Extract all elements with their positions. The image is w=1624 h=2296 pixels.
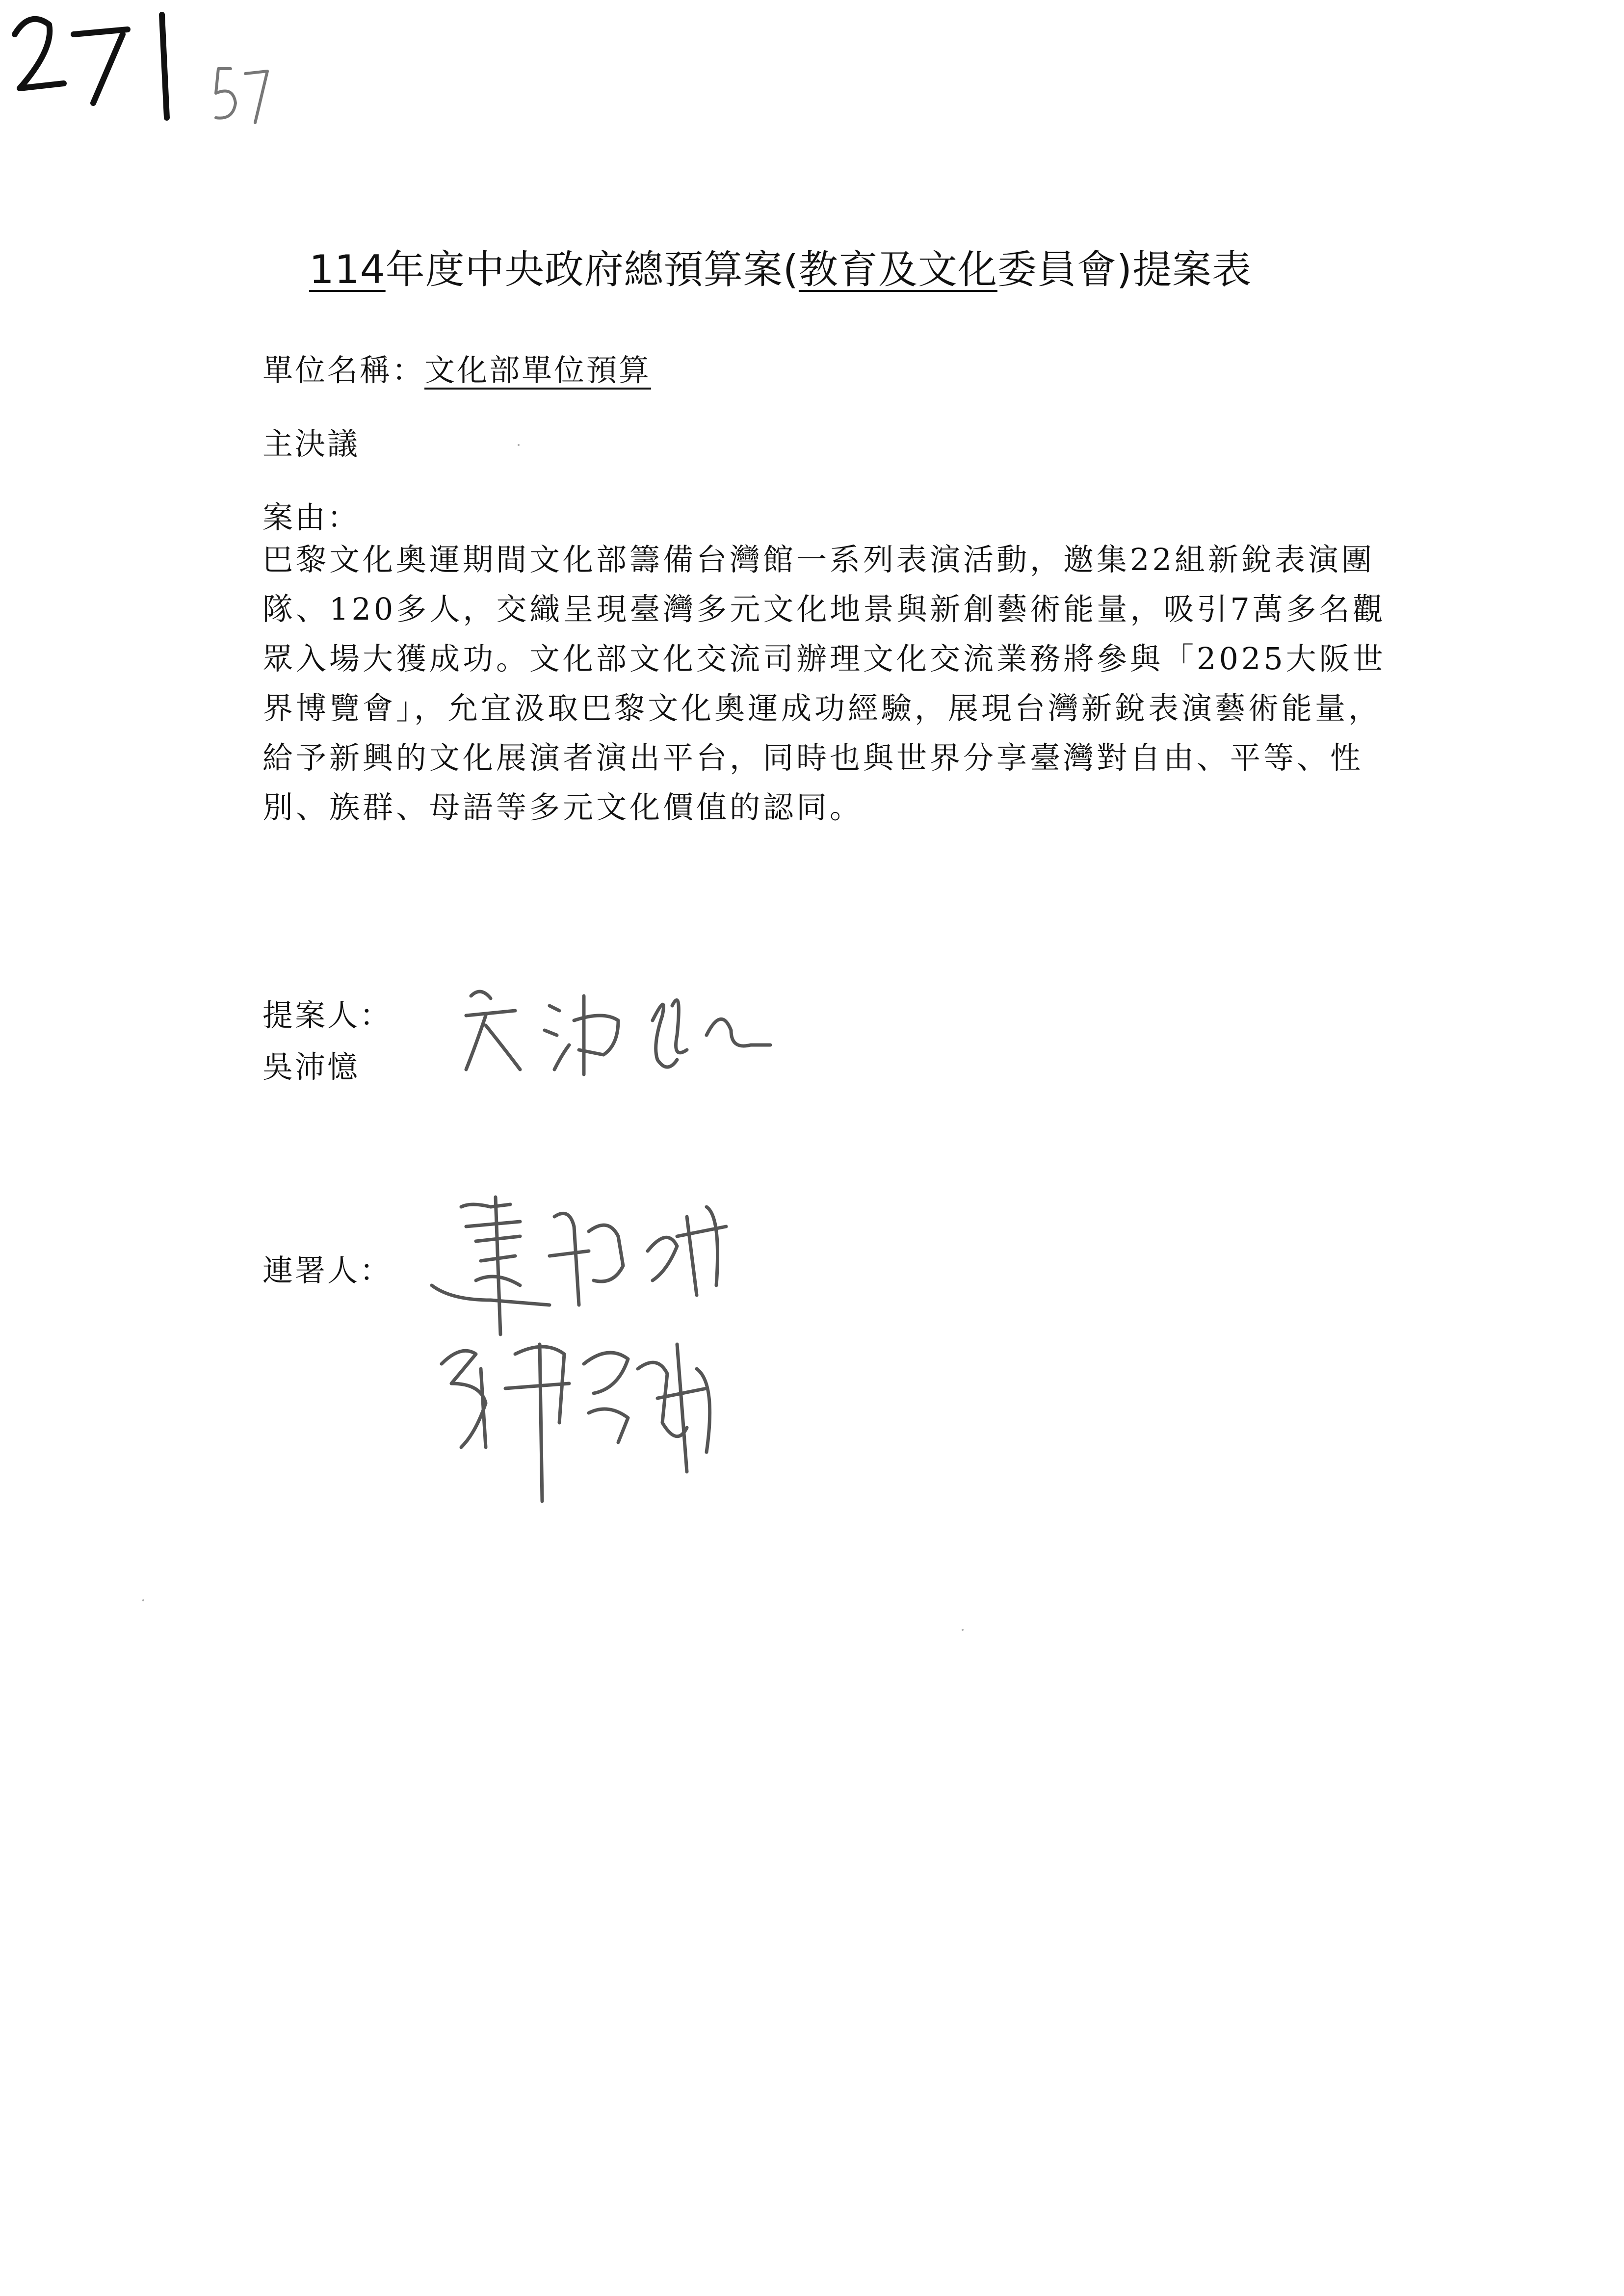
title-year: 114 bbox=[309, 247, 386, 292]
cosigner-label: 連署人： bbox=[262, 1252, 393, 1288]
proposer-name: 吳沛憶 bbox=[262, 1049, 360, 1085]
proposer-signature bbox=[456, 976, 775, 1089]
unit-line bbox=[262, 346, 651, 390]
unit-value: 文化部單位預算 bbox=[424, 352, 652, 388]
reason-text: 巴黎文化奧運期間文化部籌備台灣館一系列表演活動，邀集22組新銳表演團隊、120多人，交織呈現臺灣多元文化地景與新創藝術能量，吸引7萬多名觀眾入場大獲成功。文化部文化交流司辦理文化交流業務將參與「2025大阪世界博覽會」，允宜汲取巴黎文化奧運成功經驗，展現台灣新銳表演藝術能量，給予新興的文化展演者演出平台，同時也與世界分享臺灣對自由、平等、性別、族群、母語等多元文化價值的認同。 bbox=[262, 542, 1386, 825]
page-number bbox=[209, 64, 277, 128]
scan-speck bbox=[962, 1629, 964, 1631]
cosigner-signature-1 bbox=[422, 1187, 765, 1344]
title-committee: 教育及文化 bbox=[798, 247, 997, 292]
scan-speck bbox=[142, 1599, 144, 1601]
title-part1: 年度中央政府總預算案( bbox=[385, 247, 799, 292]
title-part2: 委員會)提案表 bbox=[997, 247, 1252, 292]
unit-label: 單位名稱： bbox=[262, 352, 425, 388]
document-title bbox=[309, 238, 1252, 294]
resolution-type: 主決議 bbox=[262, 426, 360, 462]
cosigner-signature-2 bbox=[432, 1325, 775, 1511]
scan-speck bbox=[518, 444, 520, 446]
handwritten-number bbox=[0, 0, 206, 128]
reason-label: 案由： bbox=[262, 499, 360, 535]
proposer-label: 提案人： bbox=[262, 997, 393, 1033]
